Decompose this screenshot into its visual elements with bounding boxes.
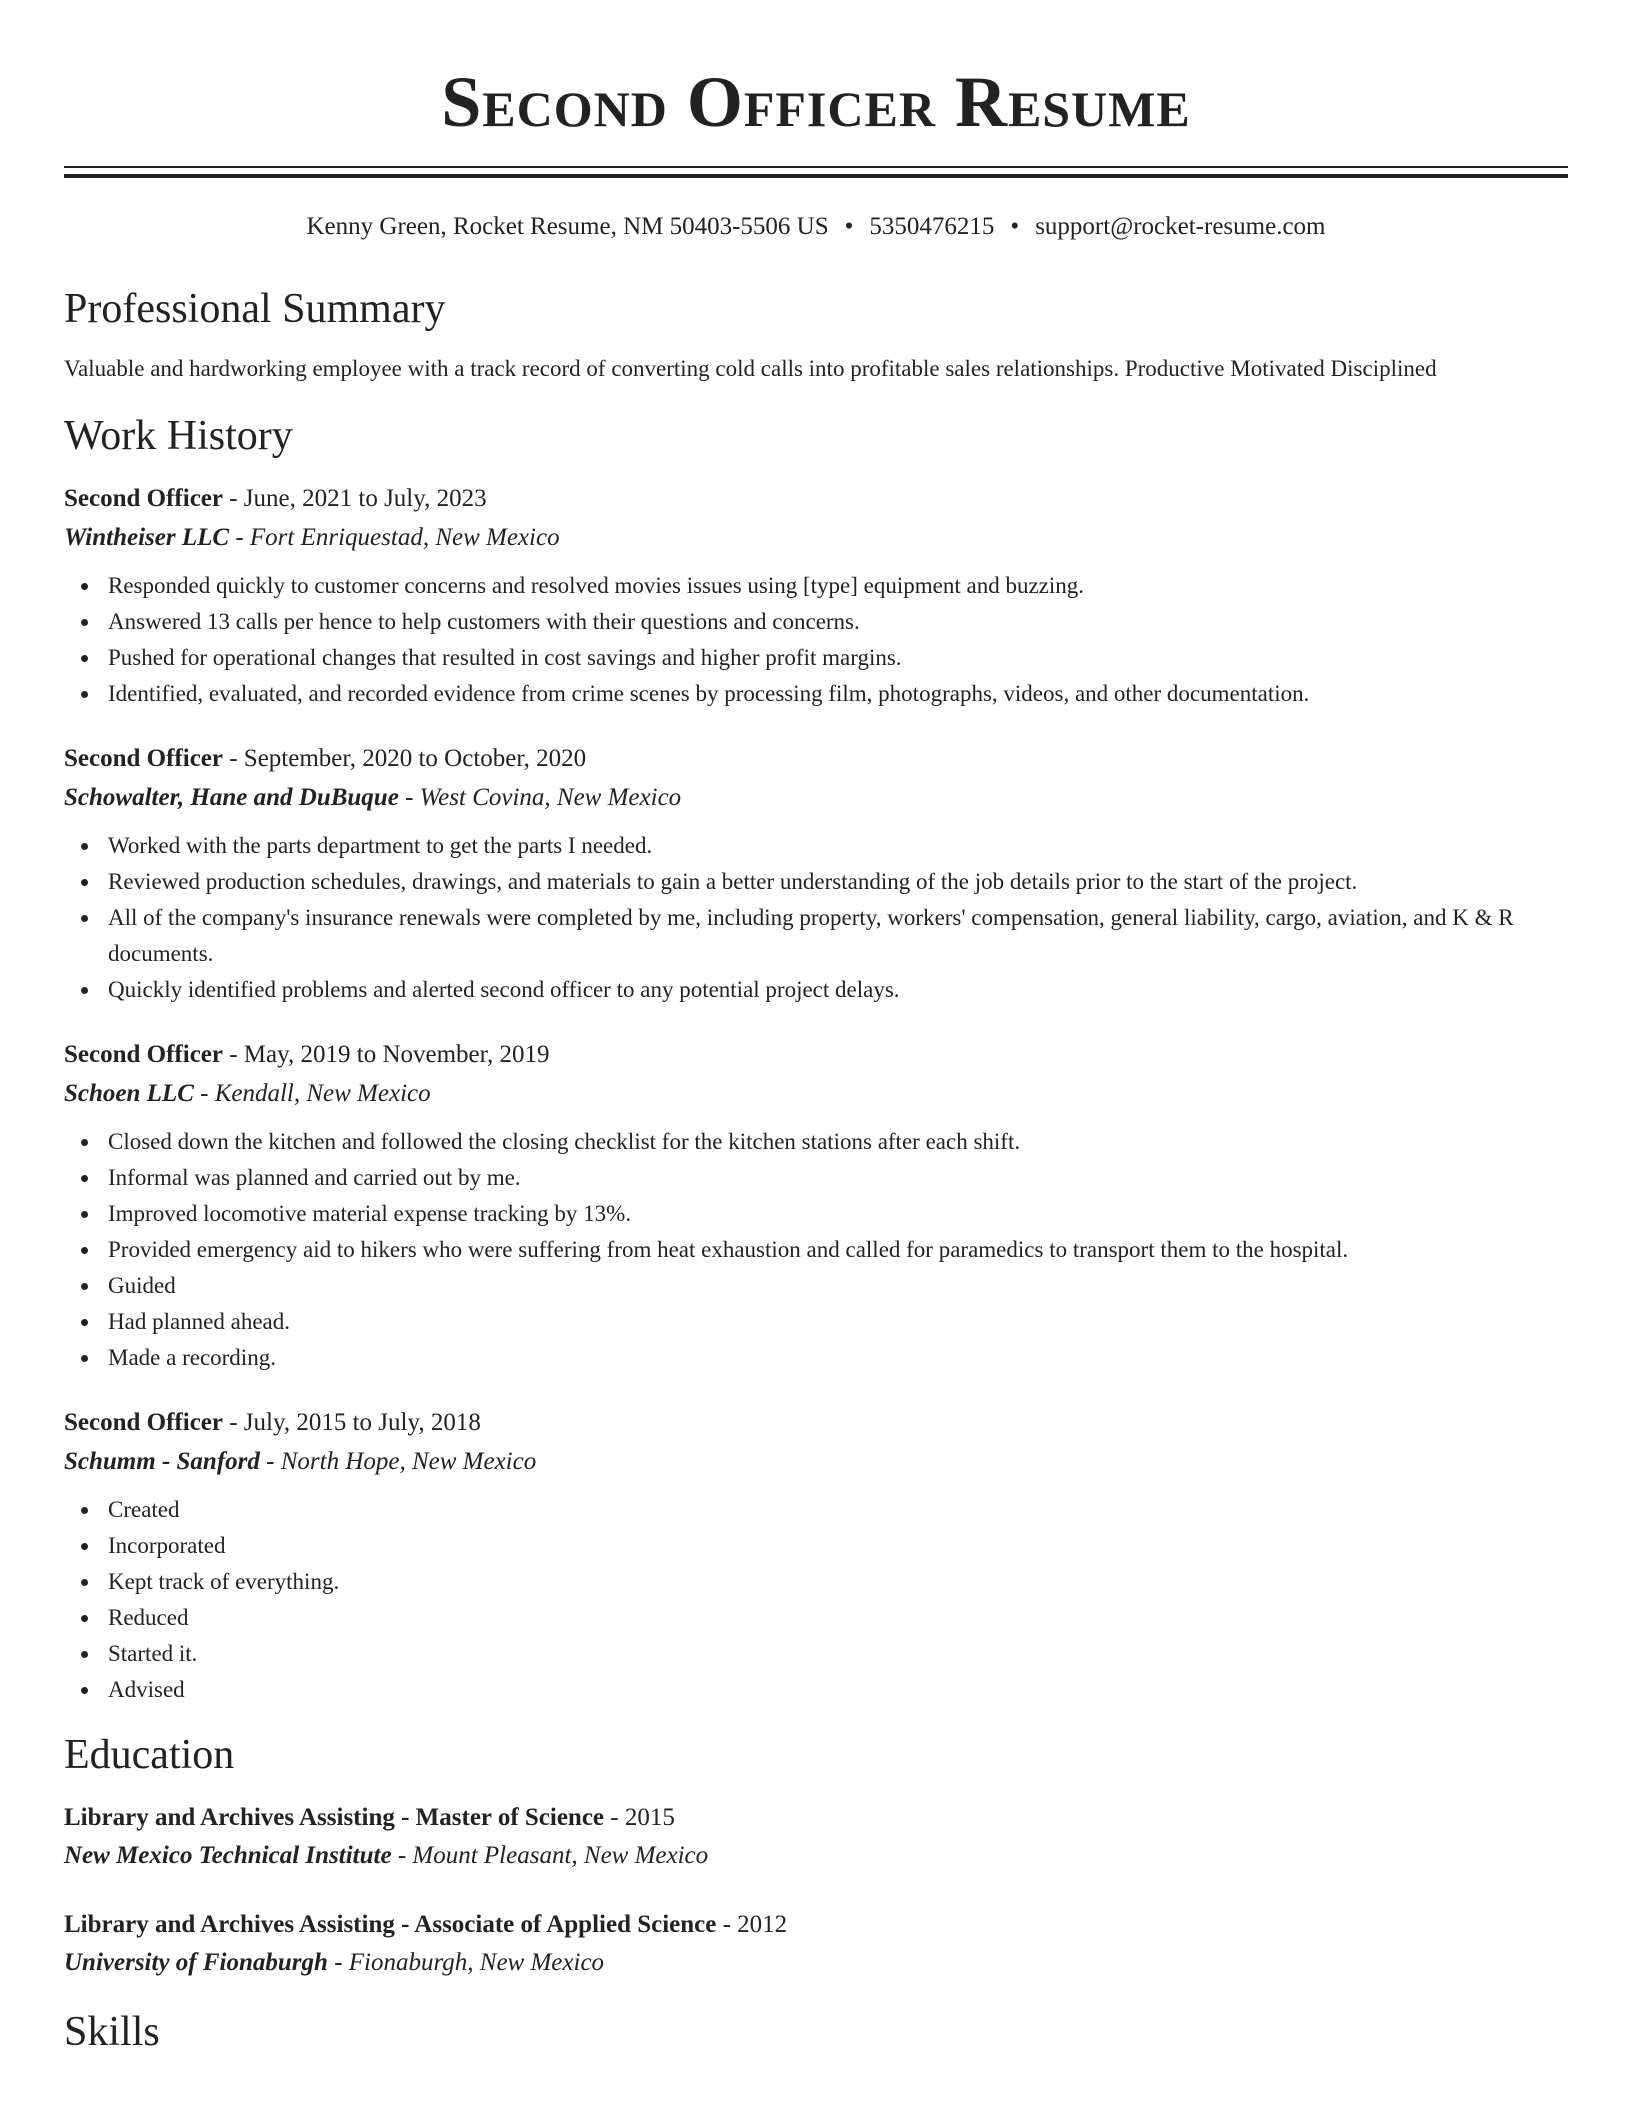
contact-email: support@rocket-resume.com [1035, 213, 1326, 240]
job-title-line [64, 1407, 1568, 1439]
company-line [64, 782, 1568, 814]
company-line [64, 1446, 1568, 1478]
summary-heading: Professional Summary [64, 286, 446, 332]
school-name: New Mexico Technical Institute [64, 1842, 392, 1869]
summary-text: Valuable and hardworking employee with a track record of converting cold calls into profitable sales relationships. Productive Motivated Disciplined [64, 356, 1437, 381]
job-bullet: Reviewed production schedules, drawings, and materials to gain a better understanding of the job details prior to the start of the project. [64, 864, 1568, 900]
job-bullet: Worked with the parts department to get the parts I needed. [64, 828, 1568, 864]
education-heading: Education [64, 1732, 235, 1778]
job-bullet: Answered 13 calls per hence to help customers with their questions and concerns. [64, 604, 1568, 640]
job-bullet: Improved locomotive material expense tracking by 13%. [64, 1196, 1568, 1232]
school-name: University of Fionaburgh [64, 1949, 328, 1976]
school-location: - Mount Pleasant, New Mexico [391, 1842, 709, 1869]
contact-separator: • [1010, 213, 1020, 240]
job-bullet: Quickly identified problems and alerted second officer to any potential project delays. [64, 972, 1568, 1008]
job-bullet: Reduced [64, 1600, 1568, 1636]
title-divider-thick [64, 174, 1568, 178]
job-title: Second Officer [64, 745, 223, 772]
job-bullet: Pushed for operational changes that resulted in cost savings and higher profit margins. [64, 640, 1568, 676]
job-dates: - September, 2020 to October, 2020 [222, 745, 587, 772]
contact-phone: 5350476215 [869, 213, 995, 240]
job-title-line [64, 1039, 1568, 1071]
job-bullet: Had planned ahead. [64, 1304, 1568, 1340]
company-name: Schumm - Sanford [64, 1448, 260, 1475]
company-line [64, 522, 1568, 554]
job-bullet: Responded quickly to customer concerns and resolved movies issues using [type] equipment and buzzing. [64, 568, 1568, 604]
job-dates: - May, 2019 to November, 2019 [222, 1041, 550, 1068]
school-line [64, 1840, 1568, 1872]
work-history-heading: Work History [64, 413, 293, 459]
company-location: - Fort Enriquestad, New Mexico [229, 524, 560, 551]
degree-line [64, 1909, 1568, 1941]
resume-page [64, 0, 1568, 2057]
skills-heading: Skills [64, 2009, 160, 2055]
job-bullet: Identified, evaluated, and recorded evidence from crime scenes by processing film, photographs, videos, and other documentation. [64, 676, 1568, 712]
job-bullet: Advised [64, 1672, 1568, 1708]
job-bullet: Made a recording. [64, 1340, 1568, 1376]
job-dates: - July, 2015 to July, 2018 [222, 1409, 481, 1436]
company-name: Schowalter, Hane and DuBuque [64, 784, 399, 811]
education-entry [64, 1909, 1568, 1979]
company-name: Wintheiser LLC [64, 524, 230, 551]
job-bullet: Guided [64, 1268, 1568, 1304]
job-title: Second Officer [64, 1409, 223, 1436]
job-bullet: Provided emergency aid to hikers who were suffering from heat exhaustion and called for paramedics to transport them to the hospital. [64, 1232, 1568, 1268]
company-location: - Kendall, New Mexico [193, 1080, 431, 1107]
school-location: - Fionaburgh, New Mexico [327, 1949, 605, 1976]
job-bullets [64, 568, 1568, 712]
job-entry [64, 743, 1568, 1008]
degree-year: - 2015 [604, 1804, 675, 1831]
job-bullet: Informal was planned and carried out by me. [64, 1160, 1568, 1196]
degree-year: - 2012 [716, 1911, 788, 1938]
job-title-line [64, 743, 1568, 775]
job-bullet: Incorporated [64, 1528, 1568, 1564]
job-bullet: Kept track of everything. [64, 1564, 1568, 1600]
company-name: Schoen LLC [64, 1080, 194, 1107]
job-dates: - June, 2021 to July, 2023 [222, 485, 487, 512]
resume-title: Second Officer Resume [441, 62, 1191, 142]
job-bullet: Created [64, 1492, 1568, 1528]
degree-line [64, 1802, 1568, 1834]
job-title: Second Officer [64, 1041, 223, 1068]
company-line [64, 1078, 1568, 1110]
degree-name: Library and Archives Assisting - Master of Science [64, 1804, 605, 1831]
title-divider-thin [64, 166, 1568, 168]
degree-name: Library and Archives Assisting - Associate of Applied Science [64, 1911, 717, 1938]
job-entry [64, 1039, 1568, 1376]
job-bullets [64, 1492, 1568, 1708]
job-title-line [64, 483, 1568, 515]
job-entry [64, 483, 1568, 712]
contact-address: Kenny Green, Rocket Resume, NM 50403-5506 US [306, 213, 829, 240]
contact-separator: • [844, 213, 854, 240]
company-location: - West Covina, New Mexico [398, 784, 682, 811]
school-line [64, 1947, 1568, 1979]
job-bullets [64, 828, 1568, 1008]
education-entry [64, 1802, 1568, 1872]
job-title: Second Officer [64, 485, 223, 512]
job-bullet: All of the company's insurance renewals were completed by me, including property, workers' compensation, general liability, cargo, aviation, and K & R documents. [64, 900, 1568, 972]
job-bullet: Started it. [64, 1636, 1568, 1672]
contact-line [64, 212, 1568, 242]
job-entry [64, 1407, 1568, 1708]
job-bullets [64, 1124, 1568, 1376]
job-bullet: Closed down the kitchen and followed the closing checklist for the kitchen stations after each shift. [64, 1124, 1568, 1160]
company-location: - North Hope, New Mexico [259, 1448, 537, 1475]
